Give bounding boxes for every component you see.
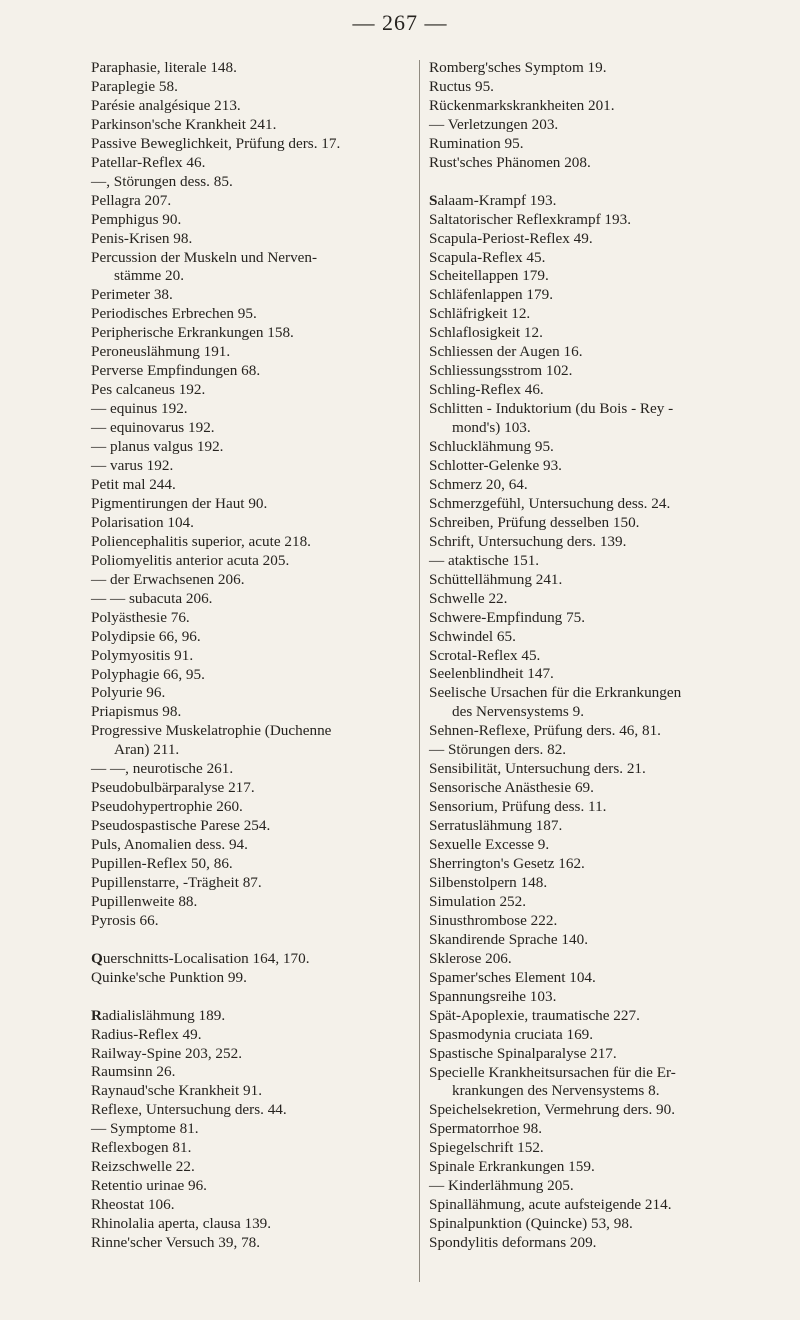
index-entry: Perverse Empfindungen 68. [91,362,261,380]
index-entry: — varus 192. [91,457,174,475]
index-entry: Polyphagie 66, 95. [91,665,205,683]
index-entry: Spondylitis deformans 209. [429,1234,597,1252]
index-entry: Seelenblindheit 147. [429,665,554,683]
index-entry: Raynaud'sche Krankheit 91. [91,1082,263,1100]
index-entry: Polydipsie 66, 96. [91,627,201,645]
index-entry: Schliessungsstrom 102. [429,362,573,380]
index-entry: — — subacuta 206. [91,589,213,607]
index-entry: Schlucklähmung 95. [429,438,554,456]
index-entry: — der Erwachsenen 206. [91,570,245,588]
index-entry: Rhinolalia aperta, clausa 139. [91,1215,272,1233]
index-entry: Schliessen der Augen 16. [429,343,583,361]
index-entry: Pellagra 207. [91,191,172,209]
index-entry-continuation: stämme 20. [114,267,185,285]
index-entry: Speichelsekretion, Vermehrung ders. 90. [429,1101,676,1119]
index-entry: Romberg'sches Symptom 19. [429,59,607,76]
index-entry: Spinallähmung, acute aufsteigende 214. [429,1196,672,1214]
index-entry: — equinus 192. [91,400,188,418]
index-entry: Sexuelle Excesse 9. [429,836,550,854]
index-entry: Schreiben, Prüfung desselben 150. [429,513,640,531]
index-entry: Scrotal-Reflex 45. [429,646,541,664]
index-entry: Reizschwelle 22. [91,1158,195,1176]
index-entry: Sensorium, Prüfung dess. 11. [429,798,607,816]
index-entry: Rinne'scher Versuch 39, 78. [91,1234,261,1252]
index-entry: Parkinson'sche Krankheit 241. [91,115,277,133]
index-entry: Peroneuslähmung 191. [91,343,231,361]
index-entry: — Symptome 81. [91,1120,199,1138]
index-entry: Scapula-Reflex 45. [429,248,546,266]
index-entry: Pigmentirungen der Haut 90. [91,494,268,512]
index-entry: Reflexe, Untersuchung ders. 44. [91,1101,287,1119]
index-entry: — —, neurotische 261. [91,760,234,778]
index-entry: Schling-Reflex 46. [429,381,544,399]
index-entry: Specielle Krankheitsursachen für die Er- [429,1063,676,1081]
index-entry: Penis-Krisen 98. [91,229,193,247]
index-entry: Schwere-Empfindung 75. [429,608,586,626]
index-entry: Sklerose 206. [429,949,512,967]
index-entry: — Störungen ders. 82. [429,741,567,759]
index-entry: Spermatorrhoe 98. [429,1120,543,1138]
index-entry: Polyurie 96. [91,684,166,702]
index-entry: Schwindel 65. [429,627,516,645]
index-entry: — planus valgus 192. [91,438,224,456]
index-entry: Quinke'sche Punktion 99. [91,968,247,986]
index-entry: Saltatorischer Reflexkrampf 193. [429,210,632,228]
index-entry: Pupillenstarre, -Trägheit 87. [91,873,262,891]
index-entry: — Verletzungen 203. [429,115,559,133]
index-entry: Salaam-Krampf 193. [429,191,557,209]
index-entry: Pseudospastische Parese 254. [91,817,271,835]
index-entry: Querschnitts-Localisation 164, 170. [91,949,310,967]
index-entry: Schläfrigkeit 12. [429,305,531,323]
index-entry: Progressive Muskelatrophie (Duchenne [91,722,332,740]
index-entry: Railway-Spine 203, 252. [91,1044,243,1062]
index-entry: Spiegelschrift 152. [429,1139,544,1157]
index-entry: Peripherische Erkrankungen 158. [91,324,294,342]
index-entry: Sehnen-Reflexe, Prüfung ders. 46, 81. [429,722,661,740]
index-entry: Retentio urinae 96. [91,1177,207,1195]
index-entry: Spät-Apoplexie, traumatische 227. [429,1006,640,1024]
index-entry: — equinovarus 192. [91,419,215,437]
index-entry: Spinale Erkrankungen 159. [429,1158,595,1176]
index-entry: Pseudohypertrophie 260. [91,798,243,816]
index-entry: Priapismus 98. [91,703,182,721]
index-entry: Spannungsreihe 103. [429,987,557,1005]
index-entry: Perimeter 38. [91,286,173,304]
index-entry: Paraplegie 58. [91,77,178,95]
index-entry: Sherrington's Gesetz 162. [429,855,585,873]
index-entry: Rheostat 106. [91,1196,175,1214]
index-entry: Spamer'sches Element 104. [429,968,596,986]
index-entry: Raumsinn 26. [91,1063,176,1081]
index-entry: Seelische Ursachen für die Erkrankungen [429,684,682,702]
index-entry: Serratuslähmung 187. [429,817,563,835]
index-entry: Silbenstolpern 148. [429,873,548,891]
index-entry: Passive Beweglichkeit, Prüfung ders. 17. [91,134,341,152]
index-entry: Paraphasie, literale 148. [91,59,237,76]
index-entry: Schwelle 22. [429,589,508,607]
index-entry: Skandirende Sprache 140. [429,930,589,948]
index-entry: Sensorische Anästhesie 69. [429,779,594,797]
index-entry: — Kinderlähmung 205. [429,1177,574,1195]
index-entry: Schüttellähmung 241. [429,570,563,588]
index-entry: Pseudobulbärparalyse 217. [91,779,255,797]
index-entry: Parésie analgésique 213. [91,96,241,114]
index-entry: Schlotter-Gelenke 93. [429,457,562,474]
page-number: — 267 — [352,10,448,35]
index-entry: Polymyositis 91. [91,646,194,664]
index-entry: Reflexbogen 81. [91,1139,192,1157]
index-entry: Schlaflosigkeit 12. [429,324,543,342]
index-entry: Pes calcaneus 192. [91,381,206,399]
index-column-right [429,59,734,1253]
index-entry: Scheitellappen 179. [429,267,549,285]
index-entry: Pupillenweite 88. [91,892,198,910]
index-entry-continuation: mond's) 103. [452,419,531,437]
index-entry: Sinusthrombose 222. [429,911,558,929]
index-entry: Schlitten - Induktorium (du Bois - Rey - [429,400,674,418]
index-entry-continuation: krankungen des Nervensystems 8. [452,1082,660,1100]
index-entry: Periodisches Erbrechen 95. [91,305,257,323]
index-entry: Poliomyelitis anterior acuta 205. [91,551,290,569]
index-entry: Rückenmarkskrankheiten 201. [429,96,615,114]
index-entry: —, Störungen dess. 85. [91,172,233,190]
index-entry: Percussion der Muskeln und Nerven- [91,248,318,266]
index-entry: Pemphigus 90. [91,210,182,228]
index-entry: Petit mal 244. [91,475,176,493]
index-entry: Schrift, Untersuchung ders. 139. [429,532,627,550]
index-entry: Spasmodynia cruciata 169. [429,1025,594,1043]
index-column-left [91,59,416,1253]
index-entry: Rust'sches Phänomen 208. [429,153,591,171]
column-divider [419,60,420,1282]
index-entry: Patellar-Reflex 46. [91,153,206,171]
index-entry: Polarisation 104. [91,513,194,531]
index-entry: Sensibilität, Untersuchung ders. 21. [429,760,646,778]
index-entry: Schmerz 20, 64. [429,475,528,493]
index-entry: Schläfenlappen 179. [429,286,553,304]
index-entry: Puls, Anomalien dess. 94. [91,836,248,854]
index-entry: Pupillen-Reflex 50, 86. [91,855,233,873]
index-entry: Radius-Reflex 49. [91,1025,202,1043]
index-entry: Poliencephalitis superior, acute 218. [91,532,311,550]
index-entry: Scapula-Periost-Reflex 49. [429,229,593,247]
index-entry: Rumination 95. [429,134,524,152]
index-entry: Pyrosis 66. [91,911,159,929]
index-entry: — ataktische 151. [429,551,540,569]
index-entry: Schmerzgefühl, Untersuchung dess. 24. [429,494,671,512]
index-entry-continuation: Aran) 211. [114,741,180,759]
index-entry: Spastische Spinalparalyse 217. [429,1044,617,1062]
index-entry: Ructus 95. [429,77,494,95]
index-entry: Simulation 252. [429,892,527,910]
index-entry-continuation: des Nervensystems 9. [452,703,585,721]
index-entry: Polyästhesie 76. [91,608,190,626]
index-entry: Radialislähmung 189. [91,1006,226,1024]
index-entry: Spinalpunktion (Quincke) 53, 98. [429,1215,633,1233]
